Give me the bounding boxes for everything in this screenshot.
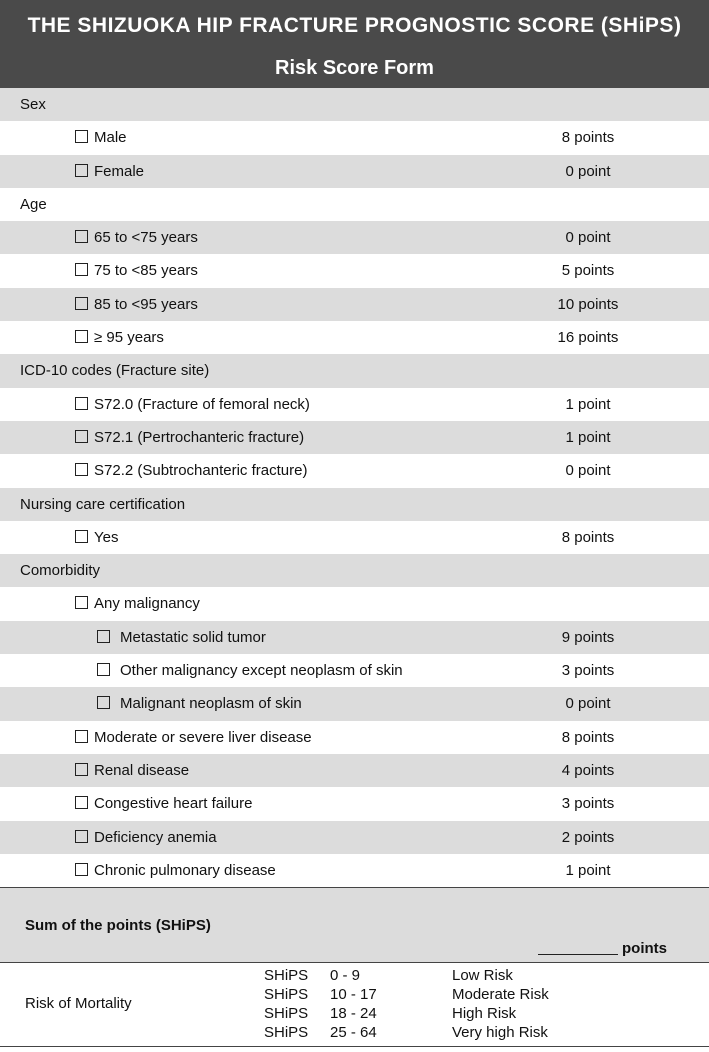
option-row[interactable]: [0, 521, 709, 554]
risk-level-row: [0, 966, 709, 985]
checkbox[interactable]: [75, 230, 88, 243]
option-label: [75, 254, 198, 287]
risk-score-label: SHiPS: [264, 967, 309, 984]
checkbox[interactable]: [75, 596, 88, 609]
points-value: 16 points: [557, 329, 619, 347]
label-text: Age: [20, 195, 47, 213]
points-value: 2 points: [561, 828, 615, 846]
option-label: [75, 388, 310, 421]
option-row[interactable]: [0, 687, 709, 720]
points-value: 8 points: [561, 129, 615, 147]
label-text: 75 to <85 years: [94, 262, 198, 280]
risk-level-label: Low Risk: [452, 967, 513, 984]
option-row[interactable]: [0, 388, 709, 421]
points-value: 3 points: [561, 795, 615, 813]
label-text: Other malignancy except neoplasm of skin: [120, 662, 403, 680]
option-row[interactable]: [0, 421, 709, 454]
label-text: Moderate or severe liver disease: [94, 728, 312, 746]
option-label: [75, 587, 200, 620]
sum-blank-field[interactable]: [538, 940, 618, 955]
points-value: 10 points: [557, 295, 619, 313]
risk-score-label: SHiPS: [264, 1005, 309, 1022]
checkbox[interactable]: [97, 696, 110, 709]
risk-level-label: High Risk: [452, 1005, 517, 1022]
section-header: [0, 554, 709, 587]
label-text: Renal disease: [94, 761, 190, 779]
label-text: Any malignancy: [94, 595, 200, 613]
option-label: [75, 121, 127, 154]
label-text: Congestive heart failure: [94, 795, 253, 813]
checkbox[interactable]: [97, 630, 110, 643]
points-value: 3 points: [561, 662, 615, 680]
option-row[interactable]: [0, 454, 709, 487]
label-text: Male: [94, 129, 127, 147]
label-text: ≥ 95 years: [94, 329, 164, 347]
section-label: [20, 188, 47, 221]
risk-range: 10 - 17: [330, 986, 377, 1003]
checkbox[interactable]: [97, 663, 110, 676]
label-text: Comorbidity: [20, 562, 101, 580]
checkbox[interactable]: [75, 164, 88, 177]
section-label: [20, 488, 185, 521]
label-text: S72.2 (Subtrochanteric fracture): [94, 462, 308, 480]
option-label: [75, 421, 304, 454]
points-value: 0 point: [565, 229, 611, 247]
points-value: 1 point: [565, 861, 611, 879]
label-text: 85 to <95 years: [94, 295, 198, 313]
checkbox[interactable]: [75, 330, 88, 343]
option-row[interactable]: [0, 254, 709, 287]
checkbox[interactable]: [75, 463, 88, 476]
option-row[interactable]: [0, 721, 709, 754]
points-value: 1 point: [565, 395, 611, 413]
option-label: [75, 721, 312, 754]
option-label: [75, 321, 164, 354]
risk-section: [0, 962, 709, 1047]
checkbox[interactable]: [75, 796, 88, 809]
checkbox[interactable]: [75, 297, 88, 310]
option-label: [97, 687, 302, 720]
label-text: ICD-10 codes (Fracture site): [20, 362, 210, 380]
option-label: [75, 521, 118, 554]
risk-level-row: [0, 985, 709, 1004]
option-label: [75, 288, 198, 321]
label-text: Sex: [20, 96, 46, 113]
checkbox[interactable]: [75, 863, 88, 876]
option-row[interactable]: [0, 621, 709, 654]
option-label: [75, 454, 307, 487]
option-label: [75, 155, 144, 188]
form-header: [0, 0, 709, 88]
checkbox[interactable]: [75, 263, 88, 276]
option-label: [75, 854, 276, 887]
sum-title: Sum of the points (SHiPS): [25, 917, 211, 934]
section-header: [0, 488, 709, 521]
points-value: 8 points: [561, 728, 615, 746]
section-header: [0, 88, 709, 121]
risk-title: Risk of Mortality: [25, 995, 132, 1012]
option-label: [97, 654, 403, 687]
option-label: [75, 754, 189, 787]
option-label: [97, 621, 266, 654]
label-text: Female: [94, 162, 145, 180]
label-text: Nursing care certification: [20, 495, 186, 513]
risk-level-label: Very high Risk: [452, 1024, 548, 1041]
option-row[interactable]: [0, 854, 709, 887]
option-label: [75, 821, 217, 854]
option-row[interactable]: [0, 654, 709, 687]
checkbox[interactable]: [75, 130, 88, 143]
checkbox[interactable]: [75, 530, 88, 543]
section-header: [0, 354, 709, 387]
label-text: 65 to <75 years: [94, 229, 198, 247]
risk-range: 18 - 24: [330, 1005, 377, 1022]
risk-level-label: Moderate Risk: [452, 986, 549, 1003]
points-value: 0 point: [565, 162, 611, 180]
section-label: [20, 88, 46, 121]
points-value: 0 point: [565, 695, 611, 713]
risk-level-row: [0, 1004, 709, 1023]
option-row[interactable]: [0, 787, 709, 820]
label-text: Metastatic solid tumor: [120, 628, 266, 646]
option-row[interactable]: [0, 155, 709, 188]
points-value: 0 point: [565, 462, 611, 480]
points-value: 8 points: [561, 528, 615, 546]
risk-level-row: [0, 1023, 709, 1042]
option-row[interactable]: [0, 587, 709, 620]
risk-score-label: SHiPS: [264, 986, 309, 1003]
points-value: 1 point: [565, 428, 611, 446]
section-label: [20, 554, 100, 587]
option-row[interactable]: [0, 121, 709, 154]
option-row[interactable]: [0, 821, 709, 854]
label-text: S72.1 (Pertrochanteric fracture): [94, 428, 305, 446]
label-text: S72.0 (Fracture of femoral neck): [94, 395, 310, 413]
score-rows: [0, 88, 709, 887]
section-header: [0, 188, 709, 221]
option-row[interactable]: [0, 221, 709, 254]
option-label: [75, 787, 252, 820]
form-subtitle: Risk Score Form: [275, 57, 434, 79]
option-label: [75, 221, 198, 254]
points-value: 9 points: [561, 628, 615, 646]
checkbox[interactable]: [75, 397, 88, 410]
sum-unit: points: [622, 940, 667, 957]
option-row[interactable]: [0, 288, 709, 321]
risk-score-label: SHiPS: [264, 1024, 309, 1041]
risk-range: 25 - 64: [330, 1024, 377, 1041]
points-value: 5 points: [561, 262, 615, 280]
option-row[interactable]: [0, 321, 709, 354]
label-text: Malignant neoplasm of skin: [120, 695, 302, 713]
label-text: Yes: [94, 528, 119, 546]
option-row[interactable]: [0, 754, 709, 787]
form-title: THE SHIZUOKA HIP FRACTURE PROGNOSTIC SCORE (SHiPS): [27, 14, 682, 37]
checkbox[interactable]: [75, 730, 88, 743]
label-text: Deficiency anemia: [94, 828, 217, 846]
checkbox[interactable]: [75, 763, 88, 776]
section-label: [20, 354, 209, 387]
sum-section: [0, 887, 709, 963]
points-value: 4 points: [561, 761, 615, 779]
checkbox[interactable]: [75, 830, 88, 843]
risk-range: 0 - 9: [330, 967, 361, 984]
label-text: Chronic pulmonary disease: [94, 861, 276, 879]
checkbox[interactable]: [75, 430, 88, 443]
